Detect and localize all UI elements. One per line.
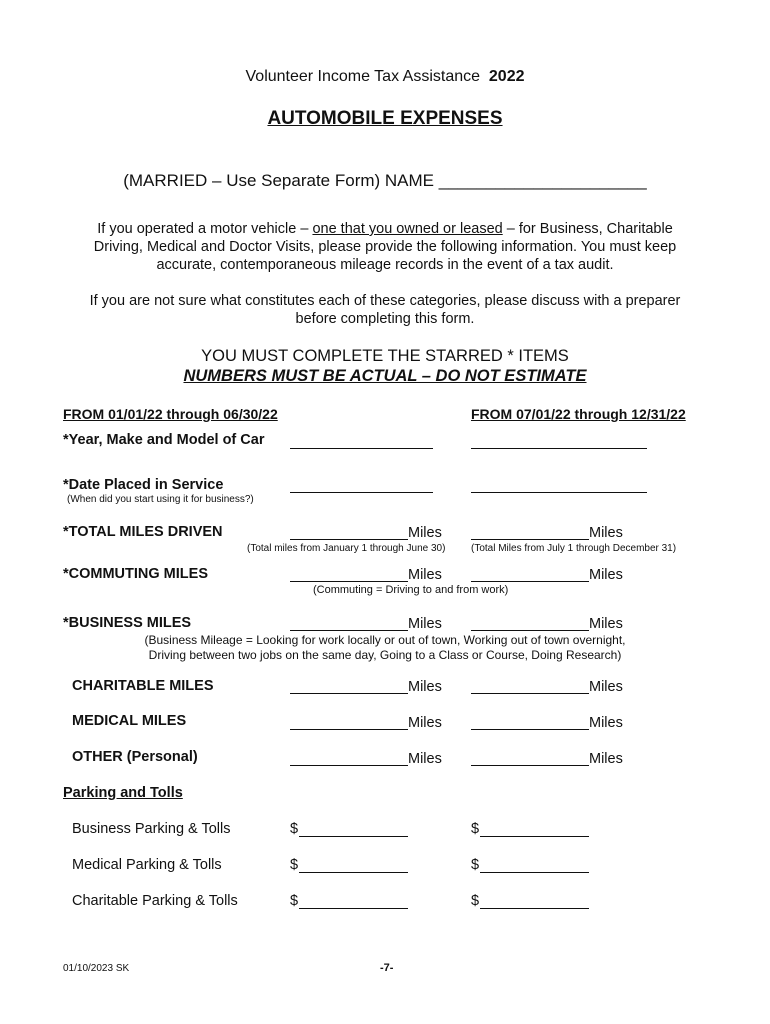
date-placed-note: (When did you start using it for business?) bbox=[67, 494, 254, 505]
miles-unit: Miles bbox=[589, 567, 623, 583]
charitable-miles-label: CHARITABLE MILES bbox=[72, 678, 214, 694]
medical-miles-label: MEDICAL MILES bbox=[72, 713, 187, 729]
business-miles-field-2[interactable] bbox=[471, 630, 589, 631]
dollar-sign: $ bbox=[290, 857, 299, 873]
intro-emphasis: one that you owned or leased bbox=[312, 221, 503, 237]
medical-miles-field-2[interactable] bbox=[471, 729, 589, 730]
commuting-note: (Commuting = Driving to and from work) bbox=[313, 584, 509, 596]
dollar-sign: $ bbox=[471, 857, 480, 873]
page-title: AUTOMOBILE EXPENSES bbox=[267, 108, 503, 129]
miles-unit: Miles bbox=[408, 525, 442, 541]
starred-notice: YOU MUST COMPLETE THE STARRED * ITEMS bbox=[201, 347, 569, 365]
total-miles-note-2: (Total Miles from July 1 through December 31) bbox=[471, 543, 677, 554]
date-placed-label: *Date Placed in Service bbox=[63, 477, 224, 493]
program-name: Volunteer Income Tax Assistance bbox=[245, 68, 481, 85]
business-parking-field-2[interactable] bbox=[480, 836, 589, 837]
intro-line-2: Driving, Medical and Doctor Visits, please provide the following information. You must keep bbox=[93, 239, 677, 255]
parking-tolls-heading: Parking and Tolls bbox=[63, 785, 183, 801]
dollar-sign: $ bbox=[471, 893, 480, 909]
miles-unit: Miles bbox=[408, 567, 442, 583]
intro-text: – for Business, Charitable bbox=[502, 221, 673, 237]
period-second-header: FROM 07/01/22 through 12/31/22 bbox=[471, 406, 686, 422]
intro-line-3: accurate, contemporaneous mileage records in the event of a tax audit. bbox=[156, 257, 614, 273]
date-placed-field-2[interactable] bbox=[471, 492, 647, 493]
medical-parking-label: Medical Parking & Tolls bbox=[72, 857, 222, 873]
miles-unit: Miles bbox=[408, 679, 442, 695]
miles-unit: Miles bbox=[589, 751, 623, 767]
commuting-miles-field-1[interactable] bbox=[290, 581, 408, 582]
miles-unit: Miles bbox=[408, 715, 442, 731]
commuting-miles-field-2[interactable] bbox=[471, 581, 589, 582]
intro-line-1 bbox=[0, 221, 770, 237]
total-miles-field-1[interactable] bbox=[290, 539, 408, 540]
total-miles-label: *TOTAL MILES DRIVEN bbox=[63, 524, 223, 540]
business-parking-field-1[interactable] bbox=[299, 836, 408, 837]
total-miles-note-1: (Total miles from January 1 through June 30) bbox=[247, 543, 446, 554]
miles-unit: Miles bbox=[408, 616, 442, 632]
dollar-sign: $ bbox=[290, 821, 299, 837]
commuting-miles-label: *COMMUTING MILES bbox=[63, 566, 208, 582]
guidance-line-1: If you are not sure what constitutes each of these categories, please discuss with a preparer bbox=[89, 293, 681, 309]
charitable-miles-field-2[interactable] bbox=[471, 693, 589, 694]
medical-parking-field-2[interactable] bbox=[480, 872, 589, 873]
date-placed-field-1[interactable] bbox=[290, 492, 433, 493]
period-first-header: FROM 01/01/22 through 06/30/22 bbox=[63, 406, 278, 422]
married-name-line[interactable]: (MARRIED – Use Separate Form) NAME ______________________ bbox=[123, 171, 647, 190]
dollar-sign: $ bbox=[290, 893, 299, 909]
program-title bbox=[0, 68, 770, 86]
business-miles-label: *BUSINESS MILES bbox=[63, 615, 192, 631]
intro-text: If you operated a motor vehicle – bbox=[97, 221, 313, 237]
year-make-model-label: *Year, Make and Model of Car bbox=[63, 432, 265, 448]
miles-unit: Miles bbox=[589, 679, 623, 695]
charitable-parking-field-1[interactable] bbox=[299, 908, 408, 909]
miles-unit: Miles bbox=[589, 616, 623, 632]
charitable-parking-field-2[interactable] bbox=[480, 908, 589, 909]
charitable-parking-label: Charitable Parking & Tolls bbox=[72, 893, 238, 909]
miles-unit: Miles bbox=[408, 751, 442, 767]
tax-year: 2022 bbox=[488, 68, 525, 85]
business-note-line-1: (Business Mileage = Looking for work locally or out of town, Working out of town overnight, bbox=[144, 633, 626, 647]
year-make-model-field-2[interactable] bbox=[471, 448, 647, 449]
other-miles-field-2[interactable] bbox=[471, 765, 589, 766]
total-miles-field-2[interactable] bbox=[471, 539, 589, 540]
other-miles-field-1[interactable] bbox=[290, 765, 408, 766]
page-number: -7- bbox=[380, 962, 394, 974]
other-miles-label: OTHER (Personal) bbox=[72, 749, 198, 765]
dollar-sign: $ bbox=[471, 821, 480, 837]
miles-unit: Miles bbox=[589, 715, 623, 731]
medical-parking-field-1[interactable] bbox=[299, 872, 408, 873]
charitable-miles-field-1[interactable] bbox=[290, 693, 408, 694]
actual-numbers-notice: NUMBERS MUST BE ACTUAL – DO NOT ESTIMATE bbox=[183, 367, 587, 385]
miles-unit: Miles bbox=[589, 525, 623, 541]
business-parking-label: Business Parking & Tolls bbox=[72, 821, 231, 837]
footer-date: 01/10/2023 SK bbox=[63, 963, 130, 974]
medical-miles-field-1[interactable] bbox=[290, 729, 408, 730]
business-note-line-2: Driving between two jobs on the same day, Going to a Class or Course, Doing Research) bbox=[148, 648, 622, 662]
guidance-line-2: before completing this form. bbox=[295, 311, 475, 327]
year-make-model-field-1[interactable] bbox=[290, 448, 433, 449]
business-miles-field-1[interactable] bbox=[290, 630, 408, 631]
